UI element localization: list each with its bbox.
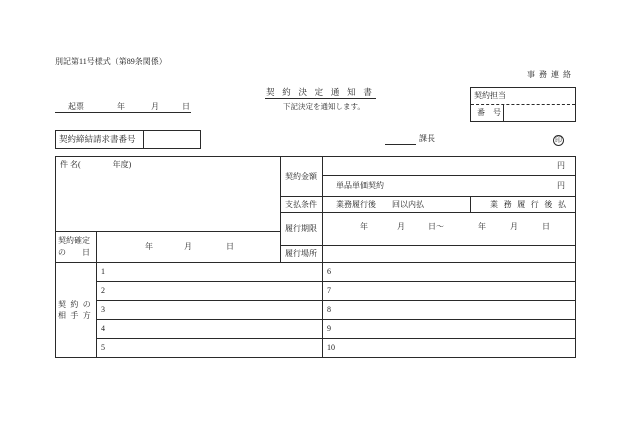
request-number-label: 契約締結請求書番号: [56, 131, 144, 148]
contract-officer-label: 契約担当: [474, 91, 506, 100]
place-field[interactable]: [322, 245, 576, 263]
unit-price-label: 単品単価契約: [336, 181, 384, 190]
place-label-cell: [280, 245, 323, 263]
drafting-date-line[interactable]: [55, 102, 191, 113]
counterparty-entry-number: 9: [327, 324, 331, 333]
section-chief-label: 課長: [419, 134, 435, 143]
counterparty-entry-number: 8: [327, 305, 331, 314]
period-label-cell: [280, 212, 323, 246]
document-type-label: 事 務 連 絡: [527, 70, 572, 79]
contract-officer-row[interactable]: [471, 88, 575, 105]
payment-label: 支払条件: [285, 199, 317, 209]
seal-mark: 印: [555, 136, 562, 144]
unit-price-field[interactable]: [322, 175, 576, 197]
officer-number-row: [471, 105, 575, 121]
counterparty-entry-number: 3: [101, 305, 105, 314]
drafting-year-unit: 年: [117, 102, 125, 111]
drafting-day-unit: 日: [182, 102, 190, 111]
payment-option-lump-sum[interactable]: [470, 196, 576, 213]
counterparty-entry-2[interactable]: [96, 281, 323, 301]
amount-label: 契約金額: [285, 171, 317, 181]
payment-option-installments[interactable]: [322, 196, 471, 213]
payment-label-cell: [280, 196, 323, 213]
period-from-day-unit: 日〜: [428, 222, 444, 231]
drafting-label: 起票: [68, 102, 84, 111]
period-to-day-unit: 日: [542, 222, 550, 231]
place-label: 履行場所: [285, 249, 317, 258]
contract-details-table: [55, 156, 576, 358]
subject-field[interactable]: [55, 156, 281, 232]
counterparty-entry-number: 10: [327, 343, 335, 352]
notice-text: 下記決定を通知します。: [283, 102, 365, 111]
contract-officer-box: [470, 87, 576, 122]
period-label: 履行期限: [285, 224, 317, 233]
payment-lump-sum-text: 業 務 履 行 後 払: [490, 199, 568, 209]
counterparty-entry-number: 1: [101, 267, 105, 276]
document-title: 契 約 決 定 通 知 書: [266, 87, 375, 97]
counterparty-entry-10[interactable]: [322, 338, 576, 358]
request-number-box: [55, 130, 201, 149]
counterparty-entry-number: 5: [101, 343, 105, 352]
period-to-year-unit: 年: [478, 222, 486, 231]
form-reference: 別記第11号様式（第89条関係）: [55, 57, 167, 66]
decision-date-field[interactable]: [96, 231, 281, 263]
decision-date-label-line2: の 日: [58, 248, 90, 257]
amount-total-yen-unit: 円: [557, 161, 565, 170]
counterparty-entry-number: 4: [101, 324, 105, 333]
counterparty-entry-4[interactable]: [96, 319, 323, 339]
period-to-month-unit: 月: [510, 222, 518, 231]
request-number-field[interactable]: [144, 131, 200, 148]
counterparty-entry-8[interactable]: [322, 300, 576, 320]
counterparty-entry-number: 2: [101, 286, 105, 295]
decision-date-label-line1: 契約確定: [58, 236, 90, 245]
officer-number-label: 番 号: [471, 105, 504, 121]
counterparty-entry-5[interactable]: [96, 338, 323, 358]
counterparty-entry-number: 6: [327, 267, 331, 276]
decision-date-label-cell: [55, 231, 97, 263]
period-from-month-unit: 月: [397, 222, 405, 231]
counterparty-label-line2: 相 手 方: [58, 311, 92, 320]
section-chief-signature-line[interactable]: [385, 144, 416, 145]
drafting-month-unit: 月: [151, 102, 159, 111]
counterparty-entry-9[interactable]: [322, 319, 576, 339]
unit-price-yen-unit: 円: [557, 181, 565, 190]
counterparty-entry-1[interactable]: [96, 262, 323, 282]
counterparty-entry-number: 7: [327, 286, 331, 295]
counterparty-entry-3[interactable]: [96, 300, 323, 320]
counterparty-entry-7[interactable]: [322, 281, 576, 301]
amount-total-field[interactable]: [322, 156, 576, 176]
decision-year-unit: 年: [145, 242, 153, 251]
decision-day-unit: 日: [226, 242, 234, 251]
subject-label: 件 名( 年度): [60, 160, 132, 169]
officer-number-field[interactable]: [504, 105, 575, 121]
amount-label-cell: [280, 156, 323, 197]
period-field[interactable]: [322, 212, 576, 246]
decision-month-unit: 月: [184, 242, 192, 251]
counterparty-entry-6[interactable]: [322, 262, 576, 282]
payment-installments-text: 業務履行後 回以内払: [336, 199, 424, 209]
period-from-year-unit: 年: [360, 222, 368, 231]
counterparty-label-line1: 契 約 の: [58, 300, 92, 309]
counterparty-label-cell: [55, 262, 97, 358]
